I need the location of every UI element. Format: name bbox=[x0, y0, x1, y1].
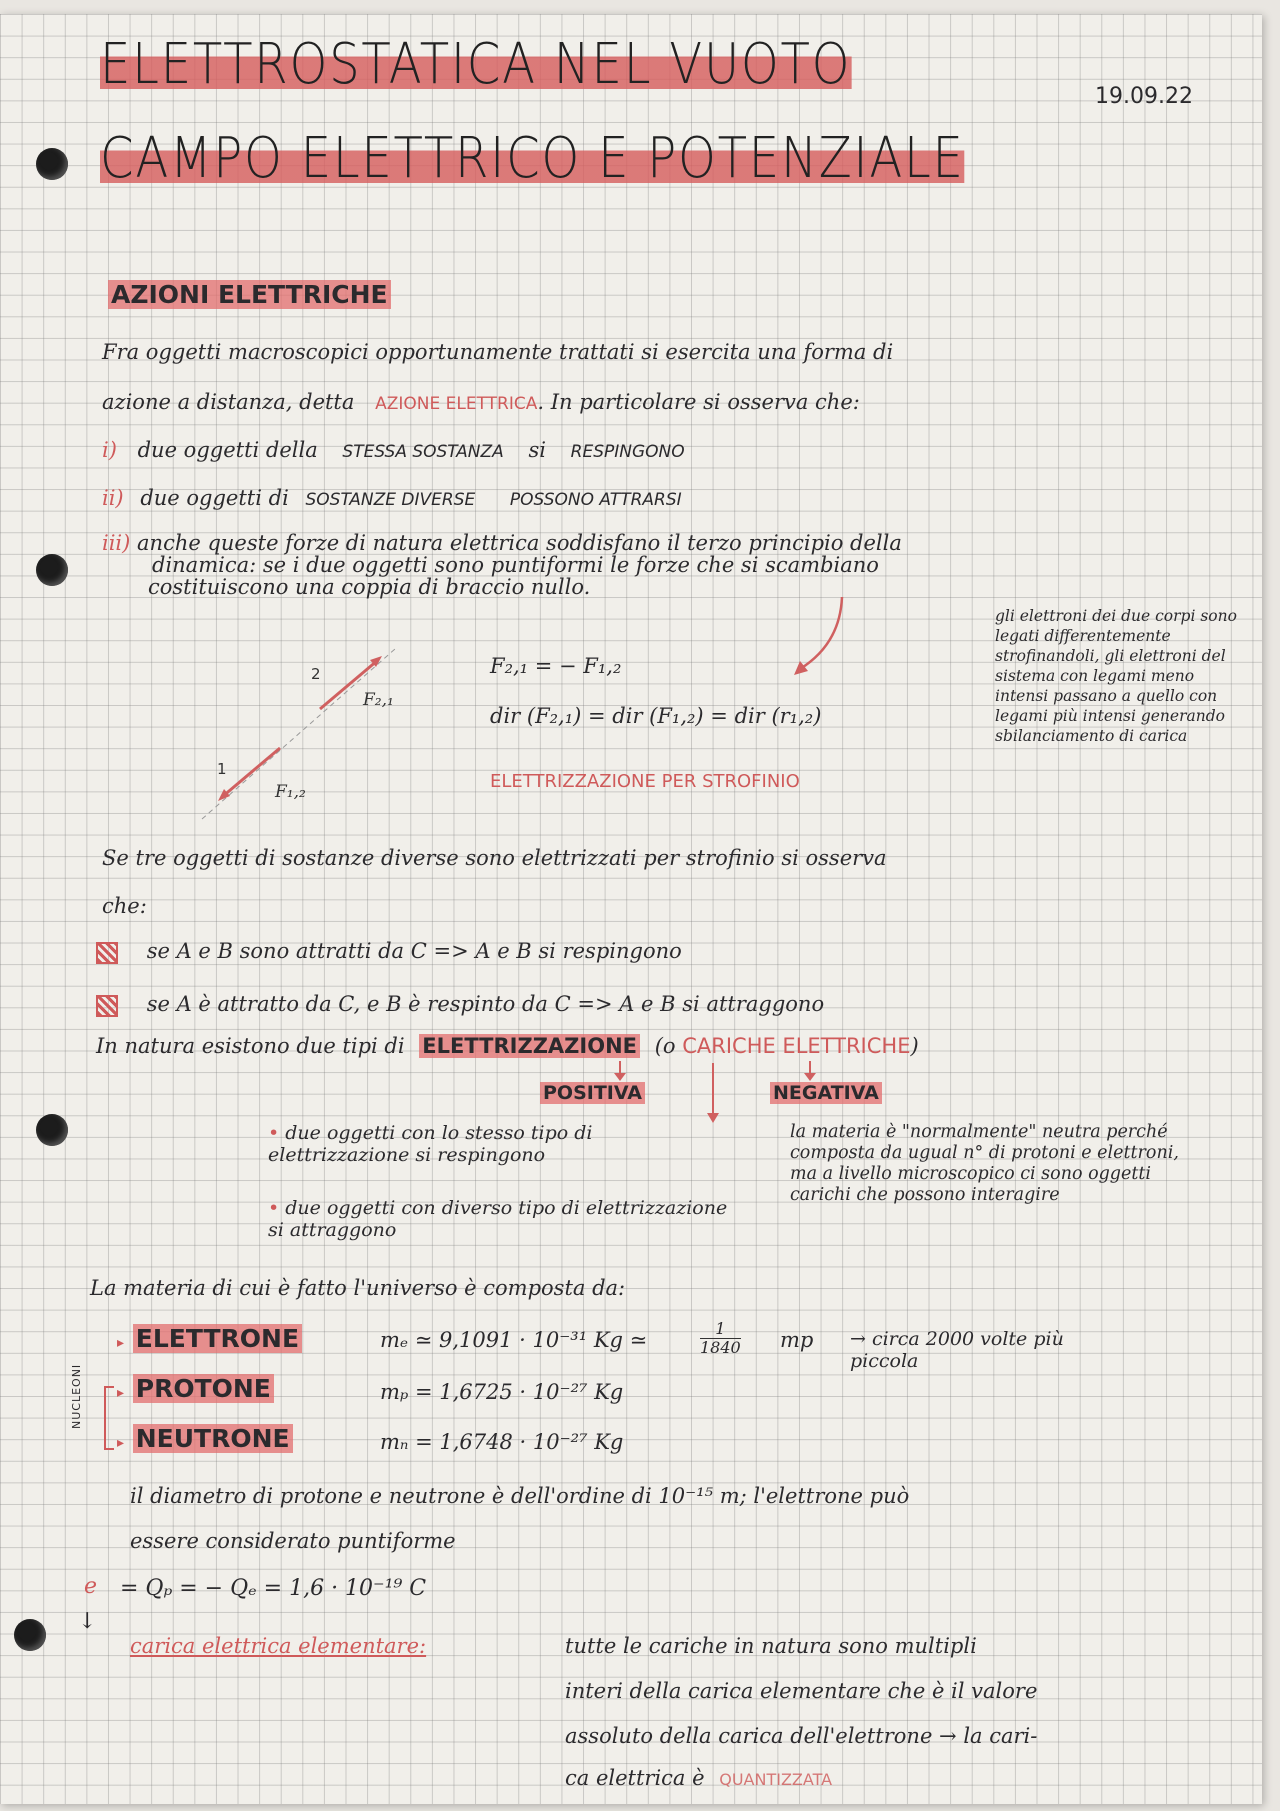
charge-equation: = Qₚ = − Qₑ = 1,6 · 10⁻¹⁹ C bbox=[120, 1576, 427, 1601]
bullet-text: due oggetti con diverso tipo di elettrizzazione si attraggono bbox=[268, 1197, 728, 1241]
page-title-text1: ELETTROSTATICA NEL VUOTO bbox=[100, 32, 852, 97]
curved-arrow bbox=[780, 589, 860, 684]
list-item-iii-line1 bbox=[102, 532, 902, 554]
neutron-mass: mₙ = 1,6748 · 10⁻²⁷ Kg bbox=[380, 1430, 624, 1454]
binder-hole-1 bbox=[36, 148, 68, 180]
text-span: SOSTANZE DIVERSE bbox=[305, 490, 476, 510]
particle-label: PROTONE bbox=[133, 1374, 274, 1403]
page-title-line1 bbox=[100, 32, 851, 97]
e-symbol: e bbox=[84, 1574, 98, 1599]
text-span: STESSA SOSTANZA bbox=[342, 442, 504, 462]
force-label-f21: F₂,₁ bbox=[363, 690, 394, 710]
electron-mass: mₑ ≃ 9,1091 · 10⁻³¹ Kg ≃ bbox=[380, 1328, 648, 1352]
label-positiva-text: POSITIVA bbox=[540, 1082, 645, 1104]
page-title-text2: CAMPO ELETTRICO E POTENZIALE bbox=[100, 126, 965, 191]
text-span: due oggetti di bbox=[140, 486, 289, 510]
term-elettrizzazione-text: ELETTRIZZAZIONE bbox=[419, 1034, 640, 1058]
list-item-i bbox=[102, 438, 685, 462]
list-item-iii-line2: dinamica: se i due oggetti sono puntiformi le forze che si scambiano bbox=[152, 553, 879, 577]
paragraph-line: interi della carica elementare che è il valore bbox=[565, 1679, 1038, 1703]
force-diagram bbox=[180, 629, 420, 829]
list-item-iii-line3: costituiscono una coppia di braccio nullo. bbox=[148, 575, 591, 599]
nucleoni-bracket bbox=[104, 1386, 114, 1450]
list-item-ii bbox=[102, 486, 682, 510]
text-span: ca elettrica è bbox=[565, 1766, 705, 1790]
particle-electron bbox=[117, 1324, 302, 1353]
mass-comparison-note: → circa 2000 volte più piccola bbox=[850, 1328, 1064, 1372]
case-row-1 bbox=[96, 939, 682, 964]
term-elettrizzazione bbox=[419, 1034, 640, 1058]
section-heading-azioni bbox=[108, 280, 391, 309]
list-number: i) bbox=[102, 438, 117, 462]
checkbox-marker-icon bbox=[96, 995, 118, 1017]
binder-hole-2 bbox=[36, 554, 68, 586]
particle-label: NEUTRONE bbox=[133, 1424, 293, 1453]
label-positiva bbox=[540, 1082, 645, 1104]
text-span: azione a distanza, detta bbox=[102, 390, 355, 414]
note-neutral-matter: la materia è "normalmente" neutra perché composta da ugual n° di protoni e elettroni, ma a livello microscopico ci sono oggetti carichi che possono interagire bbox=[790, 1122, 1179, 1205]
list-number: ii) bbox=[102, 486, 124, 510]
bullet-diff-charge bbox=[268, 1197, 728, 1241]
case-text: se A e B sono attratti da C => A e B si respingono bbox=[146, 939, 682, 963]
case-row-2 bbox=[96, 992, 824, 1017]
page-title-line2 bbox=[100, 126, 965, 191]
label-negativa bbox=[770, 1082, 882, 1104]
page-date: 19.09.22 bbox=[1095, 84, 1193, 109]
text-span: RESPINGONO bbox=[570, 442, 685, 462]
paragraph-line: Fra oggetti macroscopici opportunamente trattati si esercita una forma di bbox=[102, 340, 894, 364]
bullet-dot: • bbox=[268, 1197, 280, 1219]
paragraph-line bbox=[102, 390, 860, 414]
paragraph-line: assoluto della carica dell'elettrone → la cari- bbox=[565, 1724, 1038, 1748]
particle-neutron bbox=[117, 1424, 293, 1453]
bullet-dot: • bbox=[268, 1122, 280, 1144]
paragraph-line: La materia di cui è fatto l'universo è composta da: bbox=[90, 1276, 626, 1300]
equation-forces: F₂,₁ = − F₁,₂ bbox=[490, 654, 622, 678]
paragraph-line: che: bbox=[102, 894, 147, 918]
triangle-icon: ▸ bbox=[117, 1385, 125, 1401]
paragraph-line: il diametro di protone e neutrone è dell'ordine di 10⁻¹⁵ m; l'elettrone può bbox=[130, 1484, 910, 1508]
text-span: ) bbox=[910, 1034, 919, 1058]
notebook-page bbox=[0, 14, 1262, 1804]
fraction-numerator: 1 bbox=[700, 1320, 741, 1339]
point-label-1: 1 bbox=[217, 760, 227, 778]
text-span: POSSONO ATTRARSI bbox=[509, 490, 682, 510]
paragraph-line: essere considerato puntiforme bbox=[130, 1529, 456, 1553]
elementary-charge-label: carica elettrica elementare: bbox=[130, 1634, 427, 1658]
fraction bbox=[700, 1320, 741, 1357]
paragraph-line: tutte le cariche in natura sono multipli bbox=[565, 1634, 977, 1658]
types-line bbox=[96, 1034, 919, 1058]
bullet-text: due oggetti con lo stesso tipo di elettrizzazione si respingono bbox=[268, 1122, 593, 1166]
triangle-icon: ▸ bbox=[117, 1435, 125, 1451]
paragraph-line: Se tre oggetti di sostanze diverse sono elettrizzati per strofinio si osserva bbox=[102, 846, 887, 870]
side-note-electrons: gli elettroni dei due corpi sono legati differentemente strofinandoli, gli elettroni del sistema con legami meno intensi passano a quello con legami più intensi generando sbilanciamento di carica bbox=[995, 607, 1237, 745]
text-span: (o bbox=[654, 1034, 676, 1058]
bullet-same-charge bbox=[268, 1122, 728, 1166]
checkbox-marker-icon bbox=[96, 942, 118, 964]
term-azione-elettrica: AZIONE ELETTRICA bbox=[375, 394, 538, 414]
particle-proton bbox=[117, 1374, 274, 1403]
subheading-strofinio: ELETTRIZZAZIONE PER STROFINIO bbox=[490, 771, 800, 792]
section-heading-text: AZIONI ELETTRICHE bbox=[108, 280, 391, 309]
text-span: si bbox=[528, 438, 546, 462]
nucleoni-label: NUCLEONI bbox=[70, 1363, 83, 1429]
binder-hole-4 bbox=[14, 1619, 46, 1651]
label-negativa-text: NEGATIVA bbox=[770, 1082, 882, 1104]
particle-label: ELETTRONE bbox=[133, 1324, 302, 1353]
text-span: . In particolare si osserva che: bbox=[537, 390, 860, 414]
text-span: anche queste forze di natura elettrica soddisfano il terzo principio della bbox=[137, 531, 902, 555]
list-number: iii) bbox=[102, 531, 131, 555]
text-span: In natura esistono due tipi di bbox=[96, 1034, 405, 1058]
case-text: se A è attratto da C, e B è respinto da C => A e B si attraggono bbox=[146, 992, 825, 1016]
fraction-denominator: 1840 bbox=[700, 1338, 741, 1357]
text-span: due oggetti della bbox=[137, 438, 318, 462]
paragraph-line bbox=[565, 1766, 832, 1790]
binder-hole-3 bbox=[36, 1114, 68, 1146]
triangle-icon: ▸ bbox=[117, 1335, 125, 1351]
proton-mass: mₚ = 1,6725 · 10⁻²⁷ Kg bbox=[380, 1380, 624, 1404]
point-label-2: 2 bbox=[311, 665, 321, 683]
force-label-f12: F₁,₂ bbox=[275, 782, 306, 802]
term-cariche-elettriche: CARICHE ELETTRICHE bbox=[682, 1034, 911, 1058]
term-quantizzata: QUANTIZZATA bbox=[719, 1770, 833, 1789]
down-arrow: ↓ bbox=[78, 1609, 97, 1634]
mp-symbol: mp bbox=[780, 1328, 814, 1352]
equation-directions: dir (F₂,₁) = dir (F₁,₂) = dir (r₁,₂) bbox=[490, 704, 822, 728]
